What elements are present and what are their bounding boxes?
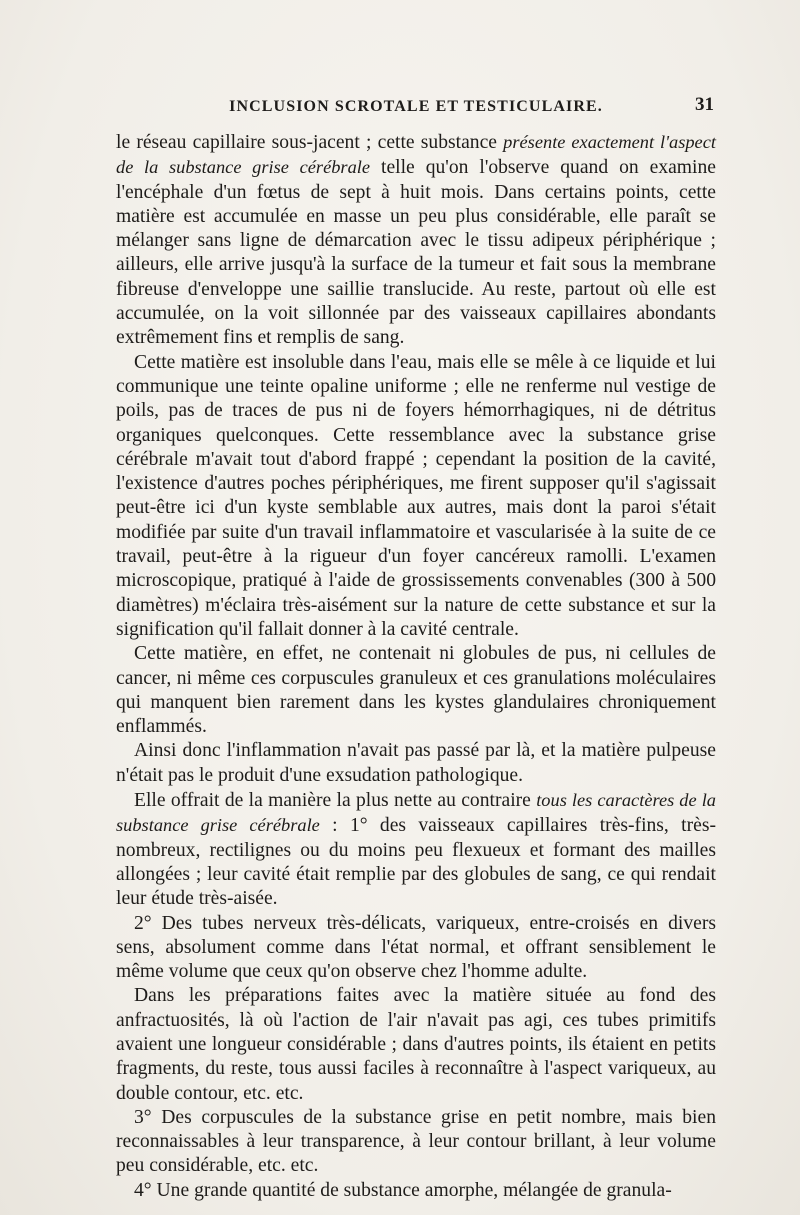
paragraph-7: Dans les préparations faites avec la matière située au fond des anfractuosités, là où l'action de l'air n'avait pas agi, ces tubes primitifs avaient une longueur considérable ; dans d'autres points, ils étaient en petits fragments, du reste, tous aussi faciles à reconnaître à l'aspect variqueux, au double contour, etc. etc.	[116, 985, 716, 1104]
paragraph-3: Cette matière, en effet, ne contenait ni globules de pus, ni cellules de cancer, ni même ces corpuscules granuleux et ces granulations moléculaires qui manquent bien rarement dans les kystes glandulaires chroniquement enflammés.	[116, 643, 716, 738]
paragraph-1-text-start: le réseau capillaire sous-jacent ; cette substance	[116, 132, 504, 153]
paragraph-6: 2° Des tubes nerveux très-délicats, variqueux, entre-croisés en divers sens, absolument comme dans l'état normal, et offrant sensiblement le même volume que ceux qu'on observe chez l'homme adulte.	[116, 912, 716, 983]
running-head	[116, 92, 716, 122]
body-text	[116, 130, 716, 1203]
paragraph-1-text-end: telle qu'on l'observe quand on examine l'encéphale d'un fœtus de sept à huit mois. Dans certains points, cette matière est accumulée en masse un peu plus considérable, elle paraît se mélanger sans ligne de démarcation avec le tissu adipeux périphérique ; ailleurs, elle arrive jusqu'à la surface de la tumeur et fait sous la membrane fibreuse d'enveloppe une saillie translucide. Au reste, partout où elle est accumulée, on la voit sillonnée par des vaisseaux capillaires abondants extrêmement fins et remplis de sang.	[116, 157, 716, 349]
paragraph-5-italic: tous les caractères de la substance grise cérébrale	[116, 790, 716, 836]
paragraph-9: 4° Une grande quantité de substance amorphe, mélangée de granula-	[134, 1179, 672, 1201]
paragraph-5-text-end: : 1° des vaisseaux capillaires très-fins, très-nombreux, rectilignes ou du moins peu flexueux et formant des mailles allongées ; leur cavité était remplie par des globules de sang, ce qui rendait leur étude très-aisée.	[116, 815, 716, 910]
paragraph-5-text-start: Elle offrait de la manière la plus nette au contraire	[134, 790, 537, 812]
paragraph-1	[116, 130, 716, 351]
paragraph-1-italic: présente exactement l'aspect de la substance grise cérébrale	[116, 132, 716, 178]
paragraph-4: Ainsi donc l'inflammation n'avait pas passé par là, et la matière pulpeuse n'était pas le produit d'une exsudation pathologique.	[116, 740, 716, 786]
paragraph-2: Cette matière est insoluble dans l'eau, mais elle se mêle à ce liquide et lui communique une teinte opaline uniforme ; elle ne renferme nul vestige de poils, pas de traces de pus ni de foyers hémorrhagiques, ni de détritus organiques quelconques. Cette ressemblance avec la substance grise cérébrale m'avait tout d'abord frappé ; cependant la position de la cavité, l'existence d'autres poches périphériques, me firent supposer qu'il s'agissait peut-être ici d'un kyste semblable aux autres, mais dont la paroi s'était modifiée par suite d'un travail inflammatoire et vascularisée à la suite de ce travail, peut-être à la rigueur d'un foyer cancéreux ramolli. L'examen microscopique, pratiqué à l'aide de grossissements convenables (300 à 500 diamètres) m'éclaira très-aisément sur la nature de cette substance et sur la signification qu'il fallait donner à la cavité centrale.	[116, 351, 716, 640]
paragraph-8: 3° Des corpuscules de la substance grise en petit nombre, mais bien reconnaissables à leur transparence, à leur contour brillant, à leur volume peu considérable, etc. etc.	[116, 1106, 716, 1177]
paragraph-5	[116, 788, 716, 911]
running-title: INCLUSION SCROTALE ET TESTICULAIRE.	[229, 98, 603, 115]
page-number: 31	[695, 94, 714, 115]
